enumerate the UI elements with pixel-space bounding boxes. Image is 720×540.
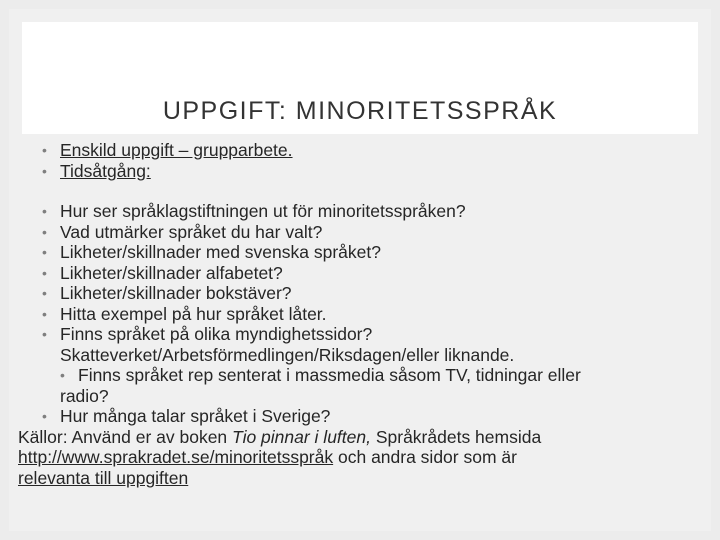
bullet-icon: •: [42, 162, 47, 179]
bullet-icon: •: [60, 367, 65, 383]
list-item: [42, 201, 682, 222]
sources-paragraph: [18, 427, 682, 489]
title-box: [22, 22, 698, 134]
list-item: [42, 304, 682, 325]
question-text: Hur många talar språket i Sverige?: [60, 406, 331, 426]
intro-item-time: Tidsåtgång:: [60, 160, 151, 181]
question-continuation: Skatteverket/Arbetsförmedlingen/Riksdagen/eller liknande.: [60, 344, 515, 365]
list-item: [42, 324, 682, 345]
list-item: [42, 161, 682, 182]
list-item: [42, 263, 682, 284]
bullet-icon: •: [42, 305, 47, 322]
question-text: Finns språket rep senterat i massmedia såsom TV, tidningar eller: [78, 365, 581, 385]
list-item: [42, 283, 682, 304]
slide: [9, 9, 711, 531]
question-text: Hur ser språklagstiftningen ut för minoritetsspråken?: [60, 201, 466, 221]
list-item: [42, 222, 682, 243]
list-item: [42, 365, 682, 386]
bullet-icon: •: [42, 244, 47, 260]
bullet-icon: •: [42, 326, 47, 342]
bullet-icon: •: [42, 223, 47, 240]
question-text: Likheter/skillnader med svenska språket?: [60, 242, 381, 262]
question-text: Vad utmärker språket du har valt?: [60, 221, 323, 242]
list-item: [42, 242, 682, 263]
sources-prefix: Källor: Använd er av boken: [18, 426, 233, 447]
questions-list: [42, 201, 682, 345]
sources-last: relevanta till uppgiften: [18, 467, 189, 488]
bullet-icon: •: [42, 264, 47, 281]
question-text: Likheter/skillnader alfabetet?: [60, 262, 283, 283]
bullet-icon: •: [42, 285, 47, 301]
question-text: Hitta exempel på hur språket låter.: [60, 303, 327, 324]
slide-title: UPPGIFT: MINORITETSSPRÅK: [162, 97, 558, 125]
question-continuation: radio?: [60, 385, 109, 406]
intro-item-task: Enskild uppgift – grupparbete.: [60, 140, 293, 160]
sprakradet-link[interactable]: http://www.sprakradet.se/minoritetsspråk: [18, 447, 334, 467]
slide-content: [18, 140, 682, 488]
bullet-icon: •: [42, 203, 47, 219]
question-text: Finns språket på olika myndighetssidor?: [60, 324, 373, 344]
sources-mid: Språkrådets hemsida: [370, 426, 542, 447]
bullet-icon: •: [42, 408, 47, 424]
question-text: Likheter/skillnader bokstäver?: [60, 283, 292, 303]
bullet-icon: •: [42, 142, 47, 158]
sources-suffix: och andra sidor som är: [333, 447, 517, 467]
list-item: [42, 406, 682, 427]
intro-list: [42, 140, 682, 181]
sources-book-title: Tio pinnar i luften,: [232, 426, 371, 447]
list-item: [42, 140, 682, 161]
